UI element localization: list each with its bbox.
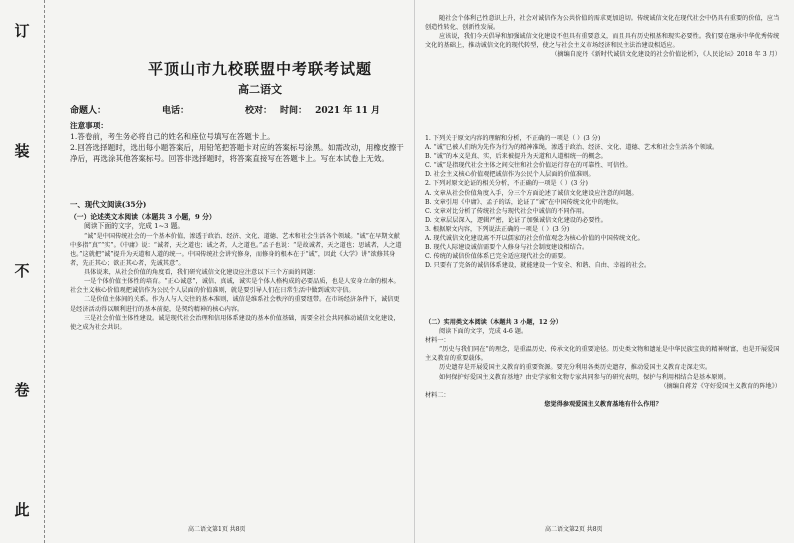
material2-title: 您觉得参观爱国主义教育基地有什么作用？ [544,400,662,408]
school-label: 校对： [245,106,273,116]
binding-char: 卷 [14,381,30,400]
article-paragraph: 具体说来，从社会价值的角度看，我们研究诚信文化建设应注意以下三个方面的问题： [84,269,320,277]
article-paragraph: 三是社会价值主体性建设。诚是现代社会治理和信用体系建设的基本价值基础，需要全社会共同推动诚信文化建设，使之成为社会共识。 [70,314,400,331]
question-option: B. “诚”的本义是真、实，后来被提升为天道和人道相统一的概念。 [425,153,607,161]
exam-meta [70,103,408,116]
article-source: （摘编自蒋芳《守好爱国主义教育的阵地》） [660,382,781,390]
article-paragraph: “诚”是中国传统社会的一个基本价值，渗透于政治、经济、文化、道德、艺术和社会生活各个领域。“诚”在早期文献中多指“真”“实”。《中庸》说：“诚者，天之道也；诚之者，人之道也。”孟子也说：“是故诚者，天之道也；思诚者，人之道也。”这就把“诚”提升为天道和人道的统一。中国传统社会讲究修身，而修身的根本在于“诚”，因此《大学》讲“欲修其身者，先正其心；欲正其心者，先诚其意”。 [70,232,402,268]
article-paragraph: 如何保护好爱国主义教育基地？由史学家和文物专家共同参与的研究表明，保护与利用相结合是基本原则。 [439,373,730,381]
binding-margin [0,0,45,543]
sub1-instruction: 阅读下面的文字，完成 1~3 题。 [84,222,185,231]
notice-item: 1.答卷前，考生务必将自己的姓名和座位号填写在答题卡上。 [70,132,275,141]
binding-char: 此 [14,501,30,519]
page1-footer: 高二语文第1页 共8页 [188,526,246,533]
author-label: 命题人： [70,106,107,116]
article-paragraph: 二是价值主体间的关系。作为人与人交往的基本准则，诚信是维系社会秩序的重要纽带。在市场经济条件下，诚信更是经济活动得以顺利进行的基本前提，是契约精神的核心内容。 [70,296,400,313]
phone-label: 电话： [162,106,190,116]
section2 [425,318,781,409]
article-paragraph: “历史与我们同在”的理念，是重温历史、传承文化的重要途径。历史类文物和遗址是中华民族宝贵的精神财富，也是开展爱国主义教育的重要载体。 [425,346,780,363]
sub1-title: （一）论述类文本阅读（本题共 3 小题，9 分） [70,212,216,221]
binding-text [10,20,34,520]
article-source: （摘编自庞丹《新时代诚信文化建设的社会价值论析》，《人民论坛》2018 年 3 月） [551,51,781,59]
section1-title: 一、现代文阅读(35分) [70,200,147,209]
question-option: D. 只要有了完备的诚信体系建设，就能建设一个安全、和谐、自由、幸福的社会。 [425,262,651,270]
questions-block [425,134,781,270]
page2-footer: 高二语文第2页 共8页 [545,526,603,533]
question-option: C. “诚”是指现代社会主体之间交往和社会价值运行存在的可靠性、可信性。 [425,162,632,170]
exam-page-2 [414,0,791,543]
question-option: D. 社会主义核心价值观把诚信作为公民个人层面的价值准则。 [425,171,595,179]
notice-item: 2.回答选择题时，选出每小题答案后，用铅笔把答题卡对应的答案标号涂黑。如需改动，用橡皮擦干净后，再选涂其他答案标号。回答非选择题时，将答案直接写在答题卡上。写在本试卷上无效。 [70,143,404,163]
material2-label: 材料二： [425,391,450,399]
exam-title: 平顶山市九校联盟中考联考试题 [148,60,373,78]
question-stem: 1. 下列关于原文内容的理解和分析，不正确的一项是（ ）(3 分) [425,135,601,142]
article-paragraph: 随社会个体利己性意识上升，社会对诚信作为公共价值的需求更加迫切。传统诚信文化在现代社会中仍具有重要的价值，应当创造性转化、创新性发展。 [425,15,780,32]
sub2-instruction: 阅读下面的文字，完成 4-6 题。 [439,328,528,336]
question-stem: 2. 下列对原文论证的相关分析，不正确的一项是（ ）(3 分) [425,180,588,188]
question-option: C. 文章对比分析了传统社会与现代社会中诚信的不同作用。 [425,207,589,215]
binding-char: 订 [14,22,30,40]
article-paragraph: 应该说，我们今天倡导和加强诚信文化建设不但具有重要意义，而且具有历史根基和现实必要性。我们要在继承中华优秀传统文化的基础上，推动诚信文化的现代转型，使之与社会主义市场经济和民主法治建设相适应。 [425,33,780,50]
material1-label: 材料一： [425,337,450,345]
time-label: 时间： [280,106,308,116]
sub2-title: （二）实用类文本阅读（本题共 3 小题，12 分） [425,319,562,326]
question-option: A. 文章从社会价值角度入手，分三个方面论述了诚信文化建设应注意的问题。 [425,189,638,197]
binding-char: 装 [14,141,30,160]
question-option: B. 现代人际建设诚信需要个人修身与社会制度建设相结合。 [425,244,589,252]
question-stem: 3. 根据原文内容，下列说法正确的一项是（ ）(3 分) [425,225,570,233]
section1 [70,200,404,332]
question-option: C. 传统的诚信价值体系已完全适应现代社会的需要。 [425,253,570,261]
question-option: A. 现代诚信文化建设离不开以儒家的社会价值观念为核心价值的中国传统文化。 [425,235,644,243]
article-paragraph: 一是个体价值主体性的培育。“正心诚意”，诚信、真诚，诚实是个体人格构成的必要品质，也是人安身立命的根本。社会主义核心价值观把诚信作为公民个人层面的价值准则，就是要引导人们在日常生活中做到诚实守信。 [70,278,400,295]
question-option: A. “诚”已被人们纳为先作为行为的精神准绳，渗透于政治、经济、文化、道德、艺术和社会生活各个领域。 [425,144,719,152]
exam-subject: 高二语文 [238,83,282,96]
article-paragraph: 历史遗存是开展爱国主义教育的重要资源。要充分利用各类历史遗存，推动爱国主义教育走深走实。 [439,364,712,372]
notice-title: 注意事项： [70,121,108,130]
binding-char: 不 [14,261,30,280]
question-option: D. 文章层层深入，逻辑严密，论证了加强诚信文化建设的必要性。 [425,216,607,224]
time-value: 2021 年 11 月 [315,106,381,116]
exam-page-1 [48,0,408,543]
notice-block [70,120,404,164]
page2-intro [425,14,781,59]
question-option: B. 文章引用《中庸》、孟子的话，论证了“诚”在中国传统文化中的地位。 [425,198,623,206]
